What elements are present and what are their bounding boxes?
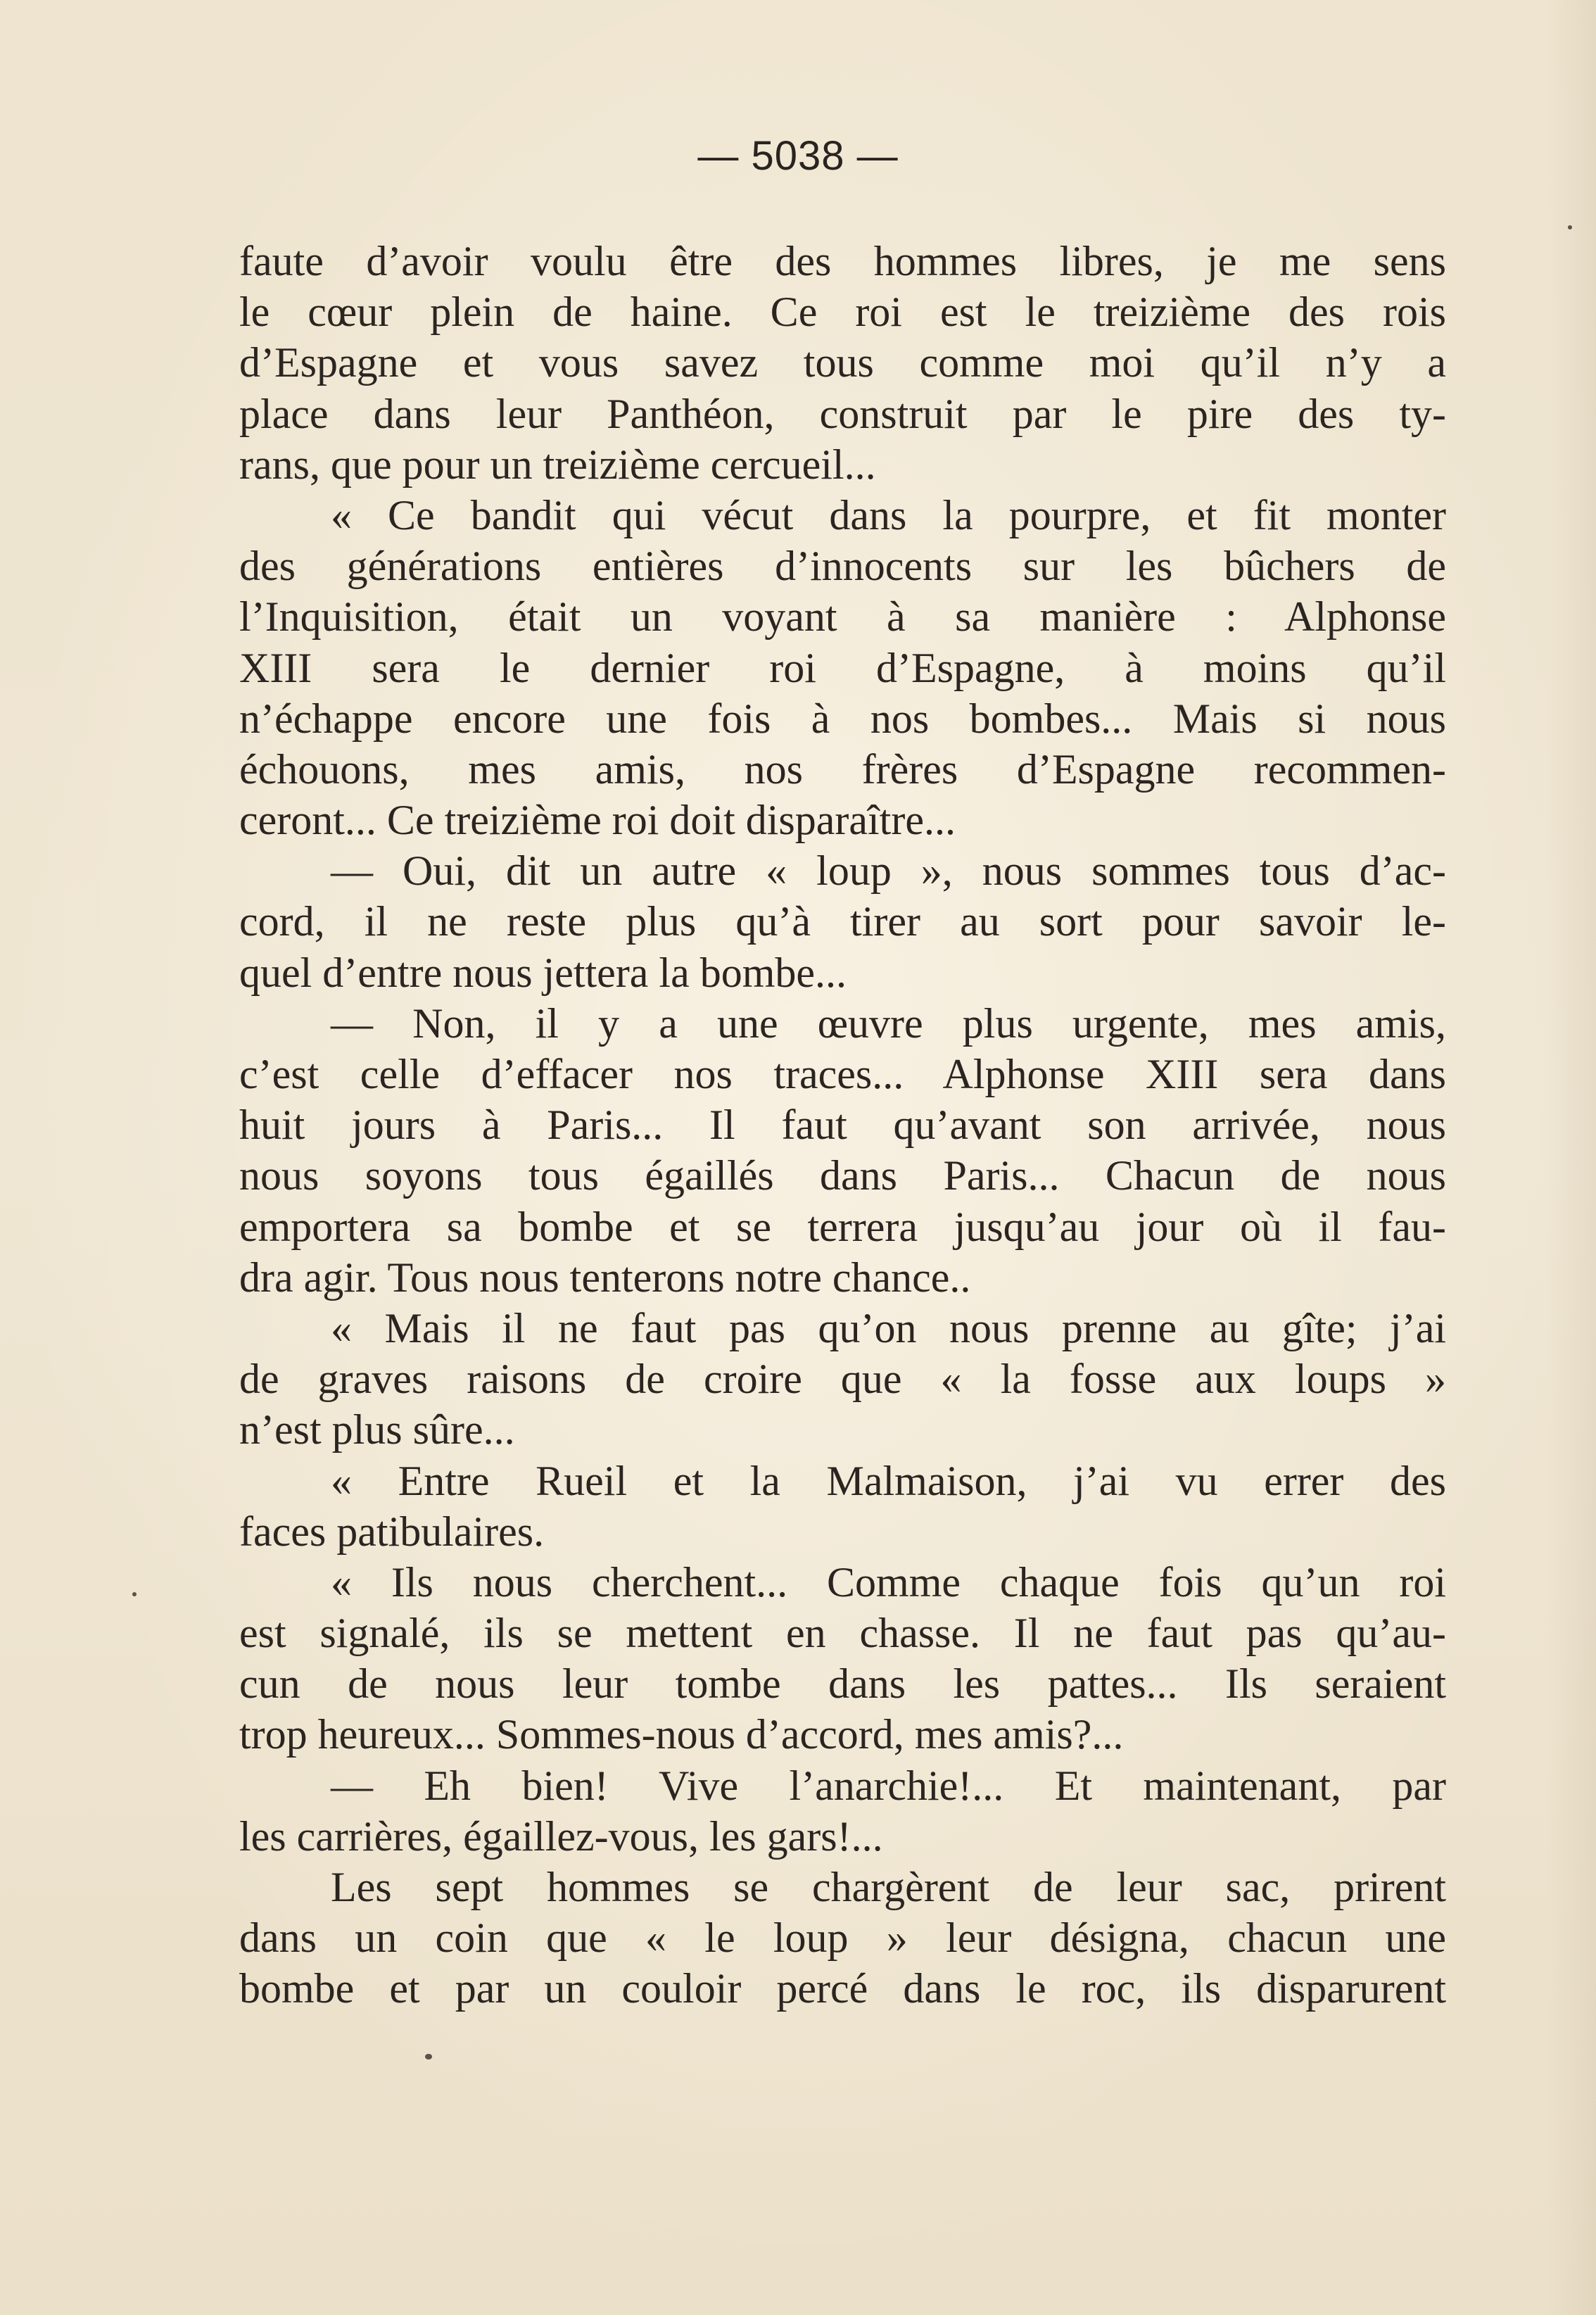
text-line: place dans leur Panthéon, construit par le pire des ty- <box>239 390 1446 437</box>
body-text <box>239 236 1446 2014</box>
paper-speck <box>132 1592 137 1596</box>
text-line: dra agir. Tous nous tenterons notre chance.. <box>239 1254 971 1301</box>
text-line: « Mais il ne faut pas qu’on nous prenne au gîte; j’ai <box>331 1304 1446 1351</box>
text-line: nous soyons tous égaillés dans Paris... Chacun de nous <box>239 1152 1446 1199</box>
text-line: faces patibulaires. <box>239 1508 545 1555</box>
text-line: est signalé, ils se mettent en chasse. Il ne faut pas qu’au- <box>239 1610 1446 1657</box>
text-line: — Oui, dit un autre « loup », nous sommes tous d’ac- <box>331 847 1446 895</box>
text-line: « Ils nous cherchent... Comme chaque fois qu’un roi <box>331 1558 1446 1606</box>
text-line: d’Espagne et vous savez tous comme moi qu’il n’y a <box>239 339 1446 386</box>
text-line: Les sept hommes se chargèrent de leur sac, prirent <box>331 1864 1446 1910</box>
text-line: XIII sera le dernier roi d’Espagne, à moins qu’il <box>239 644 1446 691</box>
text-line: faute d’avoir voulu être des hommes libres, je me sens <box>239 238 1446 284</box>
text-line: n’est plus sûre... <box>239 1406 515 1453</box>
text-line: quel d’entre nous jettera la bombe... <box>239 949 847 996</box>
text-line: dans un coin que « le loup » leur désigna, chacun une <box>239 1915 1446 1962</box>
paper-speck <box>425 2054 432 2059</box>
text-line: rans, que pour un treizième cercueil... <box>239 441 876 488</box>
text-line: emportera sa bombe et se terrera jusqu’au jour où il fau- <box>239 1203 1446 1250</box>
page-number: — 5038 — <box>697 133 899 179</box>
text-line: échouons, mes amis, nos frères d’Espagne recommen- <box>239 745 1446 793</box>
page-edge-shadow <box>1547 0 1596 2315</box>
text-line: de graves raisons de croire que « la fosse aux loups » <box>239 1356 1446 1403</box>
text-line: le cœur plein de haine. Ce roi est le treizième des rois <box>239 289 1446 336</box>
text-line: bombe et par un couloir percé dans le roc, ils disparurent <box>239 1965 1446 2012</box>
text-line: — Eh bien! Vive l’anarchie!... Et maintenant, par <box>331 1762 1446 1809</box>
paper-speck <box>1568 225 1572 229</box>
text-line: huit jours à Paris... Il faut qu’avant son arrivée, nous <box>239 1102 1446 1149</box>
text-line: l’Inquisition, était un voyant à sa manière : Alphonse <box>239 593 1446 641</box>
text-line: des générations entières d’innocents sur les bûchers de <box>239 543 1446 590</box>
text-line: trop heureux... Sommes-nous d’accord, mes amis?... <box>239 1711 1124 1758</box>
text-line: n’échappe encore une fois à nos bombes... Mais si nous <box>239 695 1446 742</box>
text-line: cord, il ne reste plus qu’à tirer au sort pour savoir le- <box>239 898 1446 945</box>
text-line: ceront... Ce treizième roi doit disparaître... <box>239 797 956 844</box>
text-line: cun de nous leur tombe dans les pattes... Ils seraient <box>239 1660 1446 1708</box>
text-line: — Non, il y a une œuvre plus urgente, mes amis, <box>331 999 1446 1047</box>
text-line: c’est celle d’effacer nos traces... Alphonse XIII sera dans <box>239 1051 1446 1097</box>
text-line: les carrières, égaillez-vous, les gars!... <box>239 1812 883 1860</box>
text-line: « Entre Rueil et la Malmaison, j’ai vu errer des <box>331 1457 1446 1504</box>
text-line: « Ce bandit qui vécut dans la pourpre, et fit monter <box>331 491 1446 538</box>
